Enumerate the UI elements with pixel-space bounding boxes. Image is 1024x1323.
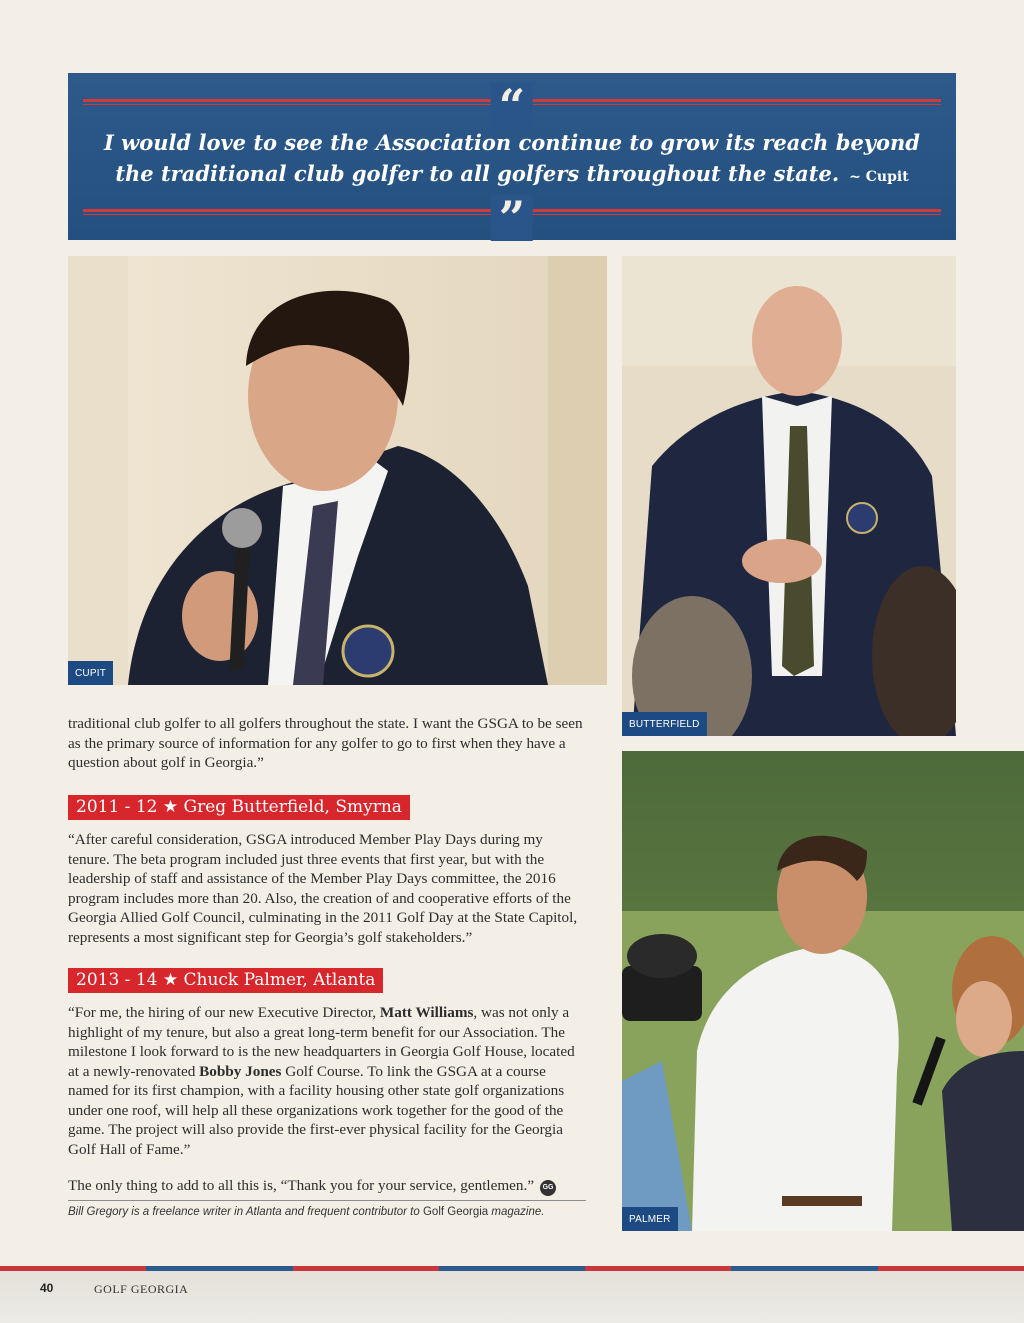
- close-quote-mark: ”: [491, 195, 533, 241]
- page-number: 40: [40, 1281, 54, 1295]
- byline-magazine: Golf Georgia: [422, 1206, 489, 1218]
- section-paragraph-palmer-text: [68, 1003, 588, 1159]
- palmer-text-part1: “For me, the hiring of our new Executive Director,: [68, 1004, 380, 1021]
- section-paragraph-butterfield: [68, 830, 588, 947]
- photo-cupit-image: [68, 256, 607, 685]
- palmer-text-part3: Golf Course. To link the GSGA at a course named for its first champion, with a facility housing other state golf organizations under one roof, will help all these organizations work together for the good of the game. The project will also provide the first-ever physical facility for the Georgia Golf Hall of Fame.”: [68, 1062, 565, 1158]
- author-byline: [68, 1206, 544, 1218]
- closing-paragraph-text: [68, 1176, 588, 1196]
- photo-butterfield-image: [622, 256, 956, 736]
- photo-butterfield: [622, 256, 956, 736]
- palmer-text-bold-matt-williams: Matt Williams: [379, 1004, 474, 1021]
- photo-caption-palmer: PALMER: [622, 1207, 678, 1231]
- photo-caption-butterfield: BUTTERFIELD: [622, 712, 707, 736]
- end-mark-icon: GG: [540, 1180, 556, 1196]
- pull-quote: [98, 127, 926, 193]
- photo-palmer: [622, 751, 1024, 1231]
- open-quote-mark: “: [491, 83, 533, 129]
- palmer-text-part2: , was not only a highlight of my tenure, but also a great long-term benefit for our Association. The milestone I look forward to is the new headquarters in Georgia Golf House, located at a newly-renovated: [68, 1004, 575, 1080]
- section-heading-butterfield: 2011 - 12 ★ Greg Butterfield, Smyrna: [68, 795, 410, 820]
- quote-banner: [68, 73, 956, 245]
- closing-paragraph: [68, 1176, 588, 1196]
- section-paragraph-palmer: [68, 1003, 588, 1159]
- photo-palmer-image: [622, 751, 1024, 1231]
- photo-caption-cupit: CUPIT: [68, 661, 113, 685]
- byline-divider: [68, 1200, 586, 1201]
- byline-text-end: magazine.: [488, 1206, 545, 1218]
- intro-paragraph: [68, 714, 588, 773]
- palmer-text-bold-bobby-jones: Bobby Jones: [199, 1062, 282, 1080]
- footer-magazine-name: GOLF GEORGIA: [94, 1282, 189, 1296]
- pull-quote-attribution: ~ Cupit: [849, 169, 909, 185]
- closing-text: The only thing to add to all this is, “Thank you for your service, gentlemen.”: [68, 1177, 535, 1194]
- intro-paragraph-text: traditional club golfer to all golfers throughout the state. I want the GSGA to be seen as the primary source of information for any golfer to go to first when they have a question about golf in Georgia.”: [68, 715, 583, 771]
- byline-text: Bill Gregory is a freelance writer in Atlanta and frequent contributor to: [68, 1206, 423, 1218]
- section-heading-palmer: 2013 - 14 ★ Chuck Palmer, Atlanta: [68, 968, 383, 993]
- footer-stripes: [0, 1266, 1024, 1271]
- section-paragraph-butterfield-text: “After careful consideration, GSGA introduced Member Play Days during my tenure. The beta program included just three events that first year, but with the leadership of staff and assistance of the Member Play Days committee, the 2016 program includes more than 20. Also, the creation of and cooperative efforts of the Georgia Allied Golf Council, culminating in the 2011 Golf Day at the State Capitol, represents a most significant step for Georgia’s golf stakeholders.”: [68, 831, 578, 946]
- photo-cupit: [68, 256, 607, 685]
- pull-quote-text: I would love to see the Association continue to grow its reach beyond the traditional club golfer to all golfers throughout the state.: [104, 130, 920, 186]
